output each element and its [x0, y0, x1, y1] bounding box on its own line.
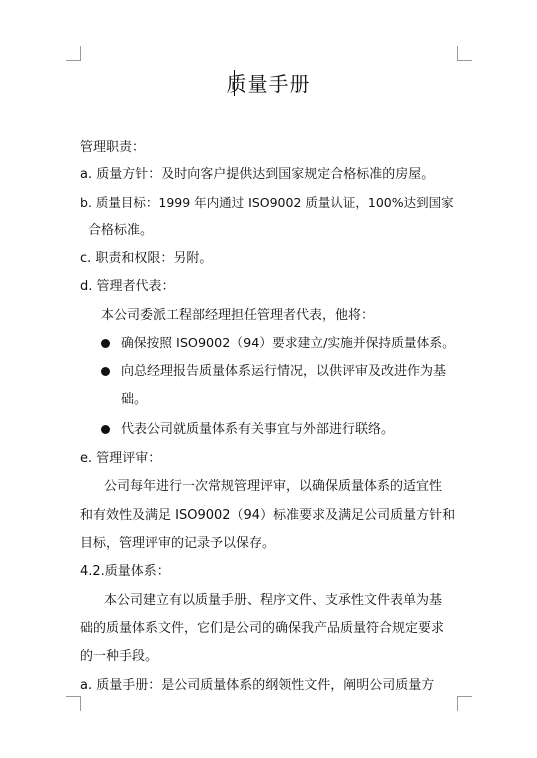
list-item: 代表公司就质量体系有关事宜与外部进行联络。: [121, 422, 395, 437]
bullet-icon: [101, 339, 110, 348]
text-line: 和有效性及满足 ISO9002（94）标准要求及满足公司质量方针和: [80, 508, 456, 523]
crop-mark-bottom-left: [66, 696, 81, 711]
text-line: 本公司建立有以质量手册、程序文件、支承性文件表单为基: [104, 593, 443, 608]
text-line: 4.2.质量体系：: [80, 564, 170, 579]
list-item: 确保按照 ISO9002（94）要求建立/实施并保持质量体系。: [121, 336, 455, 351]
crop-mark-bottom-right: [457, 696, 472, 711]
text-line: 目标，管理评审的记录予以保存。: [80, 536, 276, 551]
text-line: 合格标准。: [88, 223, 154, 238]
bullet-icon: [101, 367, 110, 376]
text-line: a. 质量方针：及时向客户提供达到国家规定合格标准的房屋。: [80, 167, 435, 182]
text-line: c. 职责和权限：另附。: [80, 251, 213, 266]
text-line: e. 管理评审：: [80, 451, 162, 466]
text-line: 的一种手段。: [80, 649, 159, 664]
text-line: 础的质量体系文件，它们是公司的确保我产品质量符合规定要求: [80, 621, 445, 636]
text-line: 管理职责：: [80, 140, 146, 155]
list-item: 向总经理报告质量体系运行情况，以供评审及改进作为基: [121, 364, 447, 379]
text-line: b. 质量目标：1999 年内通过 ISO9002 质量认证，100%达到国家: [80, 195, 454, 210]
text-line: a. 质量手册：是公司质量体系的纲领性文件，阐明公司质量方: [80, 678, 435, 693]
text-line: d. 管理者代表：: [80, 279, 175, 294]
text-line: 公司每年进行一次常规管理评审，以确保质量体系的适宜性: [104, 479, 443, 494]
crop-mark-top-left: [66, 46, 81, 61]
bullet-icon: [101, 425, 110, 434]
list-item-continuation: 础。: [121, 392, 148, 407]
text-line: 本公司委派工程部经理担任管理者代表，他将：: [101, 308, 375, 323]
document-title: 质量手册: [226, 72, 311, 96]
crop-mark-top-right: [457, 46, 472, 61]
